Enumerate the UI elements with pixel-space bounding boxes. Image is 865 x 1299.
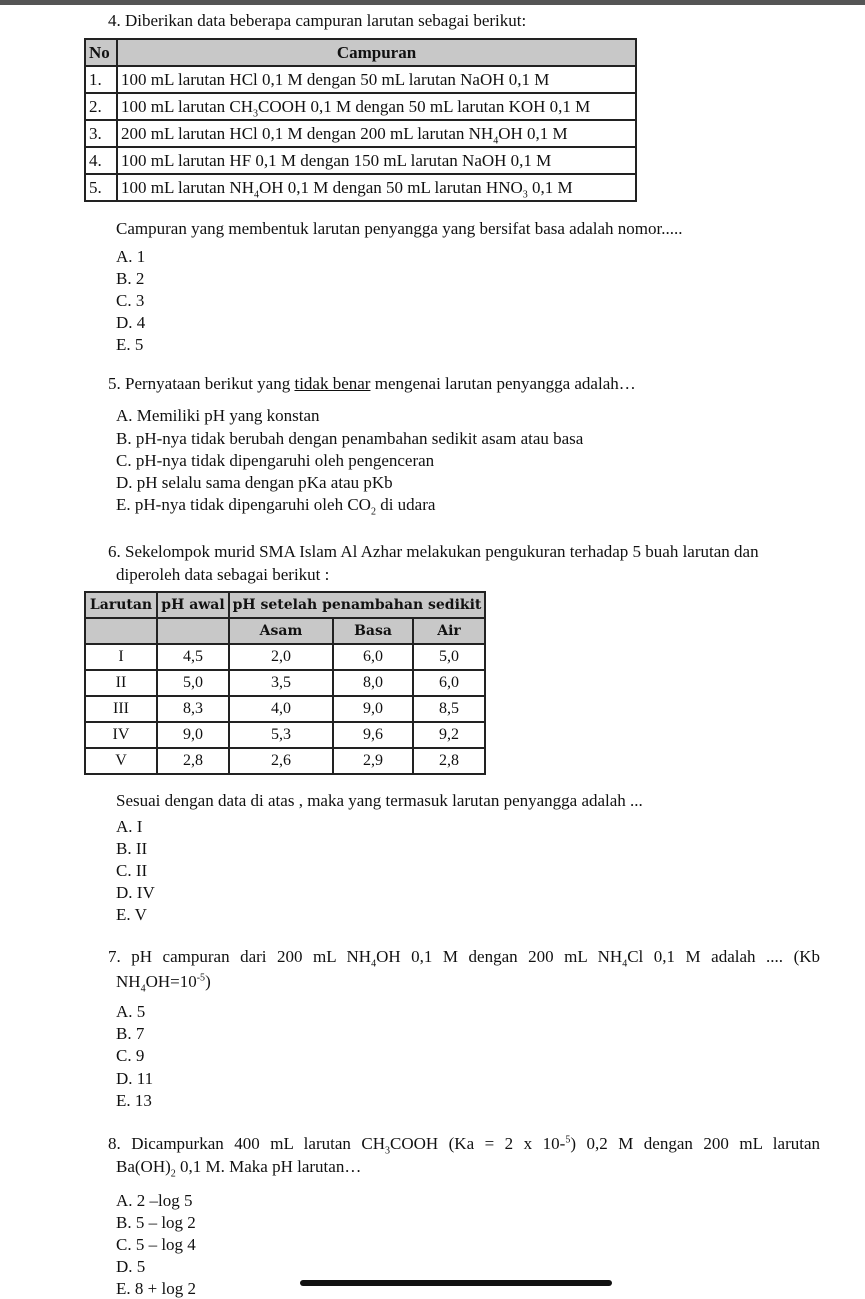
q6-table bbox=[84, 591, 486, 775]
cell-no: 5. bbox=[85, 174, 117, 201]
cell-basa: 2,9 bbox=[333, 748, 413, 774]
cell-ph-awal: 8,3 bbox=[157, 696, 229, 722]
text-segment: OH 0,1 M dengan 50 mL larutan HNO bbox=[258, 177, 523, 197]
q4-title: 4. Diberikan data beberapa campuran larutan sebagai berikut: bbox=[108, 11, 527, 30]
cell-larutan: V bbox=[85, 748, 157, 774]
text-segment: NH bbox=[116, 972, 141, 991]
answer-option bbox=[116, 429, 583, 449]
cell-air: 2,8 bbox=[413, 748, 485, 774]
answer-option: C. 5 – log 4 bbox=[116, 1235, 196, 1254]
answer-option: B. II bbox=[116, 839, 148, 858]
q8-line1 bbox=[108, 1134, 821, 1157]
answer-option: E. 5 bbox=[116, 335, 144, 354]
header-basa: Basa bbox=[333, 618, 413, 644]
cell-basa: 9,0 bbox=[333, 696, 413, 722]
table-row bbox=[85, 670, 485, 696]
text-segment: ) 0,2 M dengan 200 mL larutan bbox=[570, 1134, 821, 1153]
answer-option: E. 8 + log 2 bbox=[116, 1279, 196, 1298]
cell-air: 5,0 bbox=[413, 644, 485, 670]
q8-line2 bbox=[116, 1157, 362, 1180]
text-segment: Ba(OH) bbox=[116, 1157, 171, 1176]
text-segment: 100 mL larutan HCl 0,1 M dengan 50 mL larutan NaOH 0,1 M bbox=[121, 69, 550, 89]
top-bar bbox=[0, 0, 865, 5]
header-empty bbox=[85, 618, 157, 644]
header-larutan: Larutan bbox=[85, 592, 157, 618]
header-air: Air bbox=[413, 618, 485, 644]
answer-option: B. 2 bbox=[116, 269, 145, 288]
subscript: 3 bbox=[253, 107, 259, 119]
answer-option: A. I bbox=[116, 817, 143, 836]
header-ph-setelah: pH setelah penambahan sedikit bbox=[229, 592, 485, 618]
answer-option: C. II bbox=[116, 861, 148, 880]
subscript: 3 bbox=[522, 188, 528, 200]
cell-ph-awal: 9,0 bbox=[157, 722, 229, 748]
q7-line2 bbox=[116, 972, 211, 995]
q7-line1 bbox=[108, 947, 821, 970]
text-segment: 100 mL larutan NH bbox=[121, 177, 254, 197]
answer-option: B. 7 bbox=[116, 1024, 145, 1043]
superscript: -5 bbox=[196, 972, 206, 984]
text-segment: 8. Dicampurkan 400 mL larutan CH bbox=[108, 1134, 385, 1153]
table-row bbox=[85, 174, 636, 201]
answer-option: A. 1 bbox=[116, 247, 146, 266]
cell-no: 2. bbox=[85, 93, 117, 120]
text-segment: 200 mL larutan HCl 0,1 M dengan 200 mL larutan NH bbox=[121, 123, 494, 143]
subscript: 4 bbox=[622, 958, 628, 970]
answer-option bbox=[116, 406, 320, 426]
cell-campuran bbox=[117, 66, 636, 93]
text-segment: 100 mL larutan CH bbox=[121, 96, 254, 116]
text-segment: ) bbox=[205, 972, 211, 991]
cell-no: 1. bbox=[85, 66, 117, 93]
cell-asam: 2,6 bbox=[229, 748, 333, 774]
header-campuran: Campuran bbox=[117, 39, 636, 66]
cell-campuran bbox=[117, 93, 636, 120]
table-row bbox=[85, 696, 485, 722]
answer-option: E. V bbox=[116, 905, 147, 924]
text-segment: 0,1 M. Maka pH larutan… bbox=[175, 1157, 362, 1176]
cell-ph-awal: 5,0 bbox=[157, 670, 229, 696]
table-row bbox=[85, 147, 636, 174]
q5-title-underline: tidak benar bbox=[294, 374, 371, 393]
answer-option: D. 5 bbox=[116, 1257, 146, 1276]
answer-option: B. 5 – log 2 bbox=[116, 1213, 196, 1232]
cell-asam: 2,0 bbox=[229, 644, 333, 670]
answer-option bbox=[116, 495, 436, 518]
cell-ph-awal: 2,8 bbox=[157, 748, 229, 774]
home-indicator[interactable] bbox=[300, 1280, 612, 1286]
table-row bbox=[85, 722, 485, 748]
q6-question: Sesuai dengan data di atas , maka yang termasuk larutan penyangga adalah ... bbox=[116, 791, 643, 810]
cell-ph-awal: 4,5 bbox=[157, 644, 229, 670]
subscript: 4 bbox=[253, 188, 259, 200]
answer-option: C. 3 bbox=[116, 291, 145, 310]
superscript: 5 bbox=[565, 1134, 571, 1146]
cell-larutan: I bbox=[85, 644, 157, 670]
text-segment: OH=10 bbox=[145, 972, 197, 991]
table-subheader-row bbox=[85, 618, 485, 644]
subscript: 4 bbox=[140, 983, 146, 995]
cell-air: 8,5 bbox=[413, 696, 485, 722]
q4-table bbox=[84, 38, 637, 202]
answer-option: A. 2 –log 5 bbox=[116, 1191, 193, 1210]
cell-campuran bbox=[117, 120, 636, 147]
text-segment: di udara bbox=[375, 495, 436, 514]
text-segment: Cl 0,1 M adalah .... (Kb bbox=[627, 947, 821, 966]
cell-no: 4. bbox=[85, 147, 117, 174]
answer-option bbox=[116, 451, 434, 471]
q6-line1: 6. Sekelompok murid SMA Islam Al Azhar melakukan pengukuran terhadap 5 buah larutan dan bbox=[108, 542, 759, 561]
header-no: No bbox=[85, 39, 117, 66]
cell-no: 3. bbox=[85, 120, 117, 147]
cell-asam: 3,5 bbox=[229, 670, 333, 696]
text-segment: 0,1 M bbox=[527, 177, 573, 197]
text-segment: 7. pH campuran dari 200 mL NH bbox=[108, 947, 372, 966]
text-segment: COOH 0,1 M dengan 50 mL larutan KOH 0,1 M bbox=[258, 96, 591, 116]
q5-title-pre: 5. Pernyataan berikut yang bbox=[108, 374, 295, 393]
cell-air: 6,0 bbox=[413, 670, 485, 696]
cell-larutan: II bbox=[85, 670, 157, 696]
text-segment: C. pH-nya tidak dipengaruhi oleh pengenceran bbox=[116, 451, 435, 470]
answer-option: E. 13 bbox=[116, 1091, 152, 1110]
text-segment: A. Memiliki pH yang konstan bbox=[116, 406, 320, 425]
q6-line2: diperoleh data sebagai berikut : bbox=[116, 565, 330, 584]
cell-basa: 8,0 bbox=[333, 670, 413, 696]
text-segment: B. pH-nya tidak berubah dengan penambahan sedikit asam atau basa bbox=[116, 429, 584, 448]
header-empty bbox=[157, 618, 229, 644]
answer-option: D. IV bbox=[116, 883, 155, 902]
answer-option: A. 5 bbox=[116, 1002, 146, 1021]
cell-campuran bbox=[117, 147, 636, 174]
answer-option: C. 9 bbox=[116, 1046, 145, 1065]
text-segment: COOH (Ka = 2 x 10- bbox=[389, 1134, 566, 1153]
subscript: 2 bbox=[170, 1168, 176, 1180]
cell-larutan: IV bbox=[85, 722, 157, 748]
text-segment: OH 0,1 M bbox=[498, 123, 568, 143]
subscript: 2 bbox=[370, 506, 376, 518]
header-ph-awal: pH awal bbox=[157, 592, 229, 618]
text-segment: D. pH selalu sama dengan pKa atau pKb bbox=[116, 473, 393, 492]
cell-basa: 6,0 bbox=[333, 644, 413, 670]
q5-title-post: mengenai larutan penyangga adalah… bbox=[370, 374, 636, 393]
answer-option: D. 11 bbox=[116, 1069, 154, 1088]
table-row bbox=[85, 748, 485, 774]
subscript: 3 bbox=[384, 1145, 390, 1157]
table-header-row bbox=[85, 592, 485, 618]
table-row bbox=[85, 644, 485, 670]
cell-campuran bbox=[117, 174, 636, 201]
subscript: 4 bbox=[493, 134, 499, 146]
q4-question: Campuran yang membentuk larutan penyangga yang bersifat basa adalah nomor..... bbox=[116, 219, 683, 238]
cell-asam: 4,0 bbox=[229, 696, 333, 722]
header-asam: Asam bbox=[229, 618, 333, 644]
q5-title bbox=[108, 374, 636, 394]
text-segment: 100 mL larutan HF 0,1 M dengan 150 mL larutan NaOH 0,1 M bbox=[121, 150, 552, 170]
text-segment: OH 0,1 M dengan 200 mL NH bbox=[376, 947, 623, 966]
subscript: 4 bbox=[371, 958, 377, 970]
table-row bbox=[85, 93, 636, 120]
cell-basa: 9,6 bbox=[333, 722, 413, 748]
table-row bbox=[85, 66, 636, 93]
table-header-row bbox=[85, 39, 636, 66]
table-row bbox=[85, 120, 636, 147]
text-segment: E. pH-nya tidak dipengaruhi oleh CO bbox=[116, 495, 371, 514]
cell-asam: 5,3 bbox=[229, 722, 333, 748]
answer-option bbox=[116, 473, 393, 493]
cell-air: 9,2 bbox=[413, 722, 485, 748]
answer-option: D. 4 bbox=[116, 313, 146, 332]
cell-larutan: III bbox=[85, 696, 157, 722]
